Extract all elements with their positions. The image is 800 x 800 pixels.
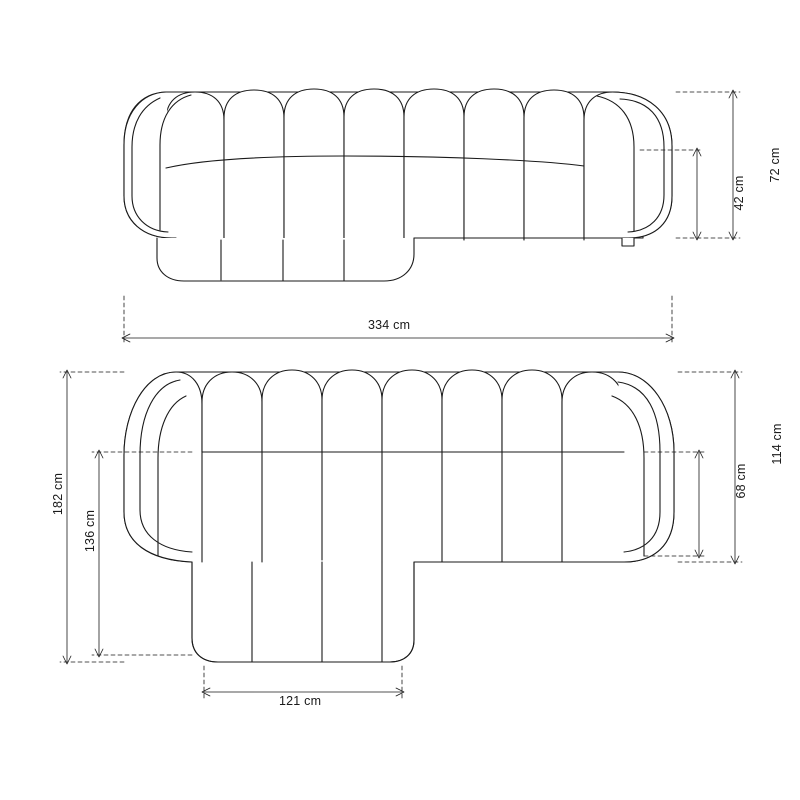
front-elevation-view	[124, 89, 672, 281]
dim-label-seat-height: 42 cm	[732, 175, 746, 211]
dim-label-seat-depth: 68 cm	[734, 463, 748, 499]
dim-label-overall-width: 334 cm	[368, 318, 411, 332]
dim-label-chaise-width: 121 cm	[279, 694, 322, 708]
top-plan-view	[124, 370, 674, 662]
dim-label-overall-height: 72 cm	[768, 147, 782, 183]
dim-label-sofa-depth: 114 cm	[770, 423, 784, 465]
dim-label-chaise-depth: 136 cm	[83, 509, 97, 553]
dim-label-overall-depth: 182 cm	[51, 472, 65, 516]
